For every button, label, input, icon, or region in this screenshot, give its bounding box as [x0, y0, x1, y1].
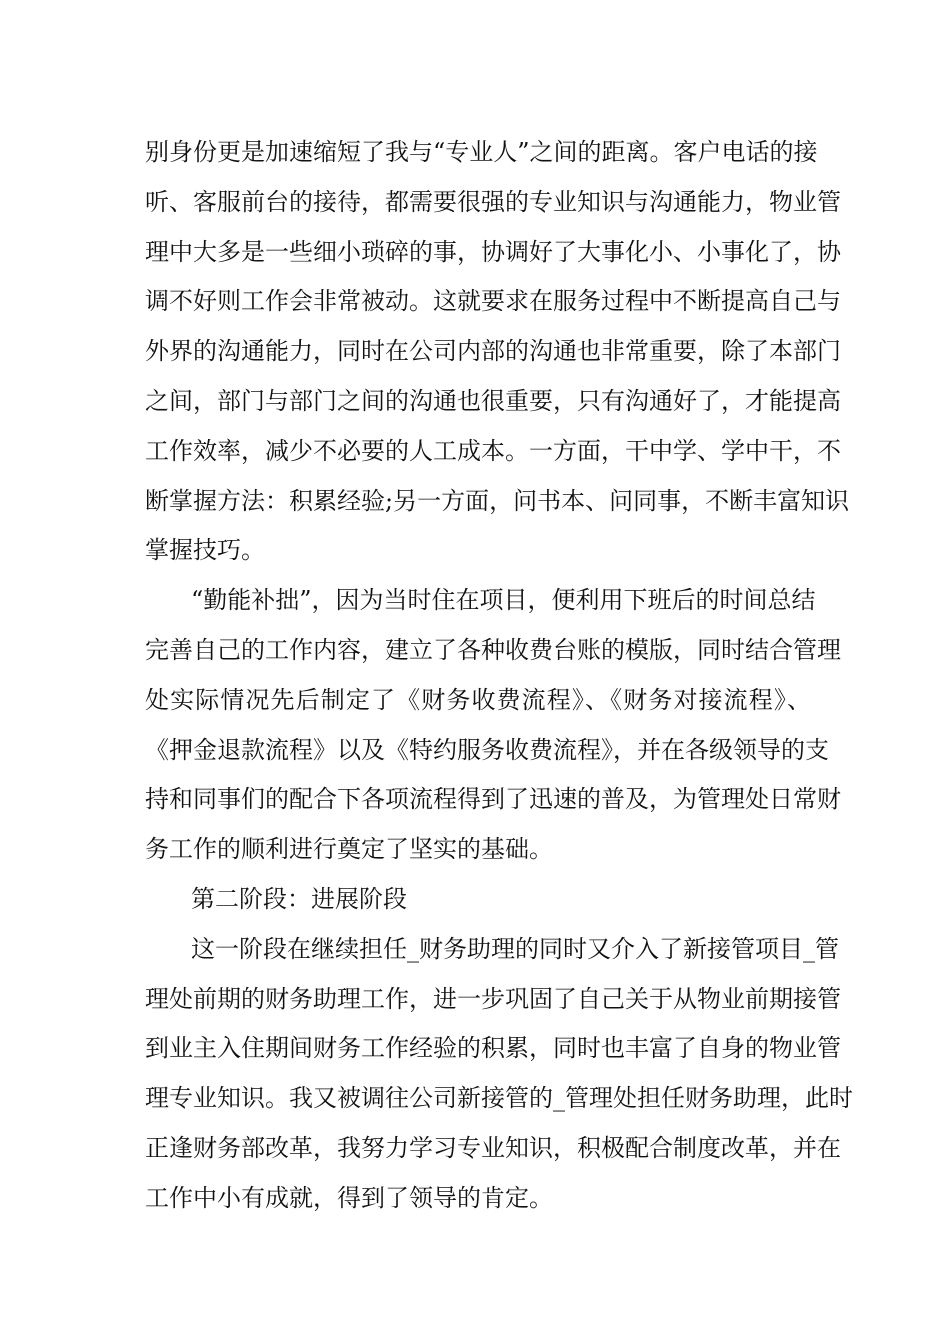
- paragraph-line: 别身份更是加速缩短了我与“专业人”之间的距离。客户电话的接: [145, 138, 818, 166]
- paragraph-line: 调不好则工作会非常被动。这就要求在服务过程中不断提高自己与: [145, 287, 841, 316]
- paragraph-line: 理专业知识。我又被调往公司新接管的_管理处担任财务助理，此时: [145, 1084, 853, 1113]
- paragraph-line: 处实际情况先后制定了《财务收费流程》、《财务对接流程》、: [145, 685, 811, 714]
- paragraph-line: 务工作的顺利进行奠定了坚实的基础。: [145, 835, 553, 864]
- paragraph-2: [145, 576, 841, 875]
- paragraph-line: 掌握技巧。: [145, 536, 265, 565]
- paragraph-line: 理中大多是一些细小琐碎的事，协调好了大事化小、小事化了，协: [145, 237, 841, 266]
- paragraph-line: “勤能补拙”，因为当时住在项目，便利用下班后的时间总结: [191, 586, 816, 615]
- paragraph-line: 断掌握方法：积累经验;另一方面，问书本、问同事，不断丰富知识: [145, 486, 850, 515]
- paragraph-line: 《押金退款流程》以及《特约服务收费流程》，并在各级领导的支: [145, 735, 829, 764]
- paragraph-line: 这一阶段在继续担任_财务助理的同时又介入了新接管项目_管: [191, 934, 839, 963]
- paragraph-line: 外界的沟通能力，同时在公司内部的沟通也非常重要，除了本部门: [145, 337, 841, 366]
- paragraph-line: 工作中小有成就，得到了领导的肯定。: [145, 1183, 553, 1212]
- paragraph-line: 工作效率，减少不必要的人工成本。一方面，干中学、学中干，不: [145, 436, 841, 465]
- section-heading-text: 第二阶段：进展阶段: [191, 884, 407, 913]
- paragraph-line: 理处前期的财务助理工作，进一步巩固了自己关于从物业前期接管: [145, 984, 841, 1013]
- paragraph-line: 之间，部门与部门之间的沟通也很重要，只有沟通好了，才能提高: [145, 386, 841, 415]
- paragraph-line: 到业主入住期间财务工作经验的积累，同时也丰富了自身的物业管: [145, 1034, 841, 1063]
- paragraph-line: 听、客服前台的接待，都需要很强的专业知识与沟通能力，物业管: [145, 187, 841, 216]
- section-heading: [145, 875, 811, 925]
- document-body: [145, 128, 853, 1224]
- paragraph-3: [145, 925, 853, 1224]
- paragraph-line: 正逢财务部改革，我努力学习专业知识，积极配合制度改革，并在: [145, 1133, 841, 1162]
- paragraph-1: [145, 128, 850, 576]
- paragraph-line: 完善自己的工作内容，建立了各种收费台账的模版，同时结合管理: [145, 635, 841, 664]
- paragraph-line: 持和同事们的配合下各项流程得到了迅速的普及，为管理处日常财: [145, 785, 841, 814]
